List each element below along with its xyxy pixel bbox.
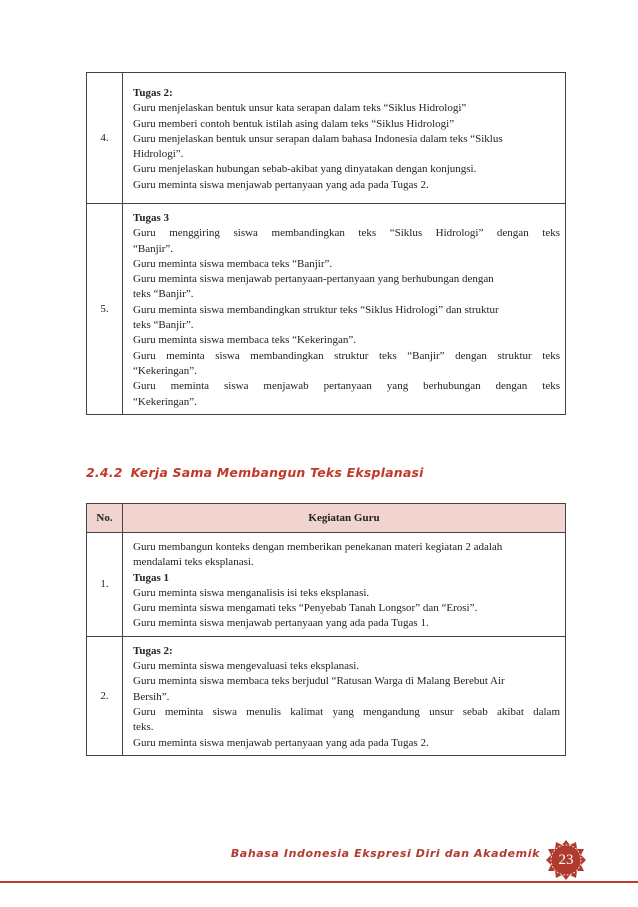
footer-rule (0, 881, 638, 883)
row-content (123, 204, 566, 415)
content-line: Guru meminta siswa menulis kalimat yang mengandung unsur sebab akibat dalam (133, 705, 560, 718)
content-line: Guru meminta siswa menjawab pertanyaan yang berhubungan dengan teks (133, 380, 560, 393)
book-title-footer: Bahasa Indonesia Ekspresi Diri dan Akademik (230, 847, 540, 860)
row-content (123, 636, 566, 755)
content-line: Guru memberi contoh bentuk istilah asing dalam teks “Siklus Hidrologi” (133, 117, 455, 130)
activity-table-continued (86, 72, 566, 415)
content-line: Bersih”. (133, 690, 170, 703)
content-line: Hidrologi”. (133, 148, 184, 161)
task-label: Tugas 1 (133, 571, 169, 584)
content-line: Guru meminta siswa menganalisis isi teks eksplanasi. (133, 586, 370, 599)
task-label: Tugas 3 (133, 212, 169, 224)
content-line: Guru menjelaskan bentuk unsur serapan dalam bahasa Indonesia dalam teks “Siklus (133, 132, 503, 145)
content-line: Guru menggiring siswa membandingkan teks “Siklus Hidrologi” dengan teks (133, 227, 560, 240)
content-line: teks “Banjir”. (133, 288, 194, 301)
content-line: “Banjir”. (133, 242, 174, 255)
section-number: 2.4.2 (86, 465, 123, 480)
table-row (87, 204, 566, 415)
table-row (87, 636, 566, 755)
table-header-row (87, 504, 566, 533)
content-line: teks. (133, 721, 154, 734)
page-number: 23 (558, 852, 574, 868)
content-line: Guru membangun konteks dengan memberikan penekanan materi kegiatan 2 adalah (133, 541, 503, 553)
content-line: “Kekeringan”. (133, 395, 197, 408)
content-line: Guru meminta siswa membaca teks “Banjir”. (133, 257, 333, 270)
content-line: Guru menjelaskan bentuk unsur kata serapan dalam teks “Siklus Hidrologi” (133, 102, 467, 115)
section-heading (86, 465, 424, 480)
column-header-no: No. (87, 504, 123, 533)
content-line: Guru meminta siswa menjawab pertanyaan yang ada pada Tugas 2. (133, 736, 429, 749)
content-line: Guru meminta siswa mengamati teks “Penyebab Tanah Longsor” dan “Erosi”. (133, 602, 478, 615)
content-line: Guru meminta siswa menjawab pertanyaan yang ada pada Tugas 1. (133, 617, 429, 630)
table-row (87, 533, 566, 637)
content-line: mendalami teks eksplanasi. (133, 556, 254, 569)
row-number: 1. (87, 533, 123, 637)
content-line: Guru meminta siswa membaca teks “Kekeringan”. (133, 334, 356, 347)
content-line: Guru meminta siswa membandingkan struktur teks “Banjir” dengan struktur teks (133, 349, 560, 362)
row-content (123, 533, 566, 637)
content-line: teks “Banjir”. (133, 319, 194, 332)
content-line: Guru meminta siswa mengevaluasi teks eksplanasi. (133, 660, 360, 673)
row-number: 5. (87, 204, 123, 415)
content-line: Guru meminta siswa menjawab pertanyaan yang ada pada Tugas 2. (133, 178, 429, 191)
column-header-activity: Kegiatan Guru (123, 504, 566, 533)
row-number: 2. (87, 636, 123, 755)
content-line: Guru menjelaskan hubungan sebab-akibat yang dinyatakan dengan konjungsi. (133, 163, 477, 176)
content-line: Guru meminta siswa membaca teks berjudul “Ratusan Warga di Malang Berebut Air (133, 675, 505, 688)
activity-table (86, 503, 566, 756)
task-label: Tugas 2: (133, 644, 173, 657)
section-title: Kerja Sama Membangun Teks Eksplanasi (130, 465, 424, 480)
content-line: Guru meminta siswa membandingkan struktur teks “Siklus Hidrologi” dan struktur (133, 303, 499, 316)
content-line: “Kekeringan”. (133, 364, 197, 377)
task-label: Tugas 2: (133, 86, 173, 99)
row-number: 4. (87, 73, 123, 204)
row-content (123, 73, 566, 204)
table-row (87, 73, 566, 204)
content-line: Guru meminta siswa menjawab pertanyaan-pertanyaan yang berhubungan dengan (133, 273, 494, 286)
